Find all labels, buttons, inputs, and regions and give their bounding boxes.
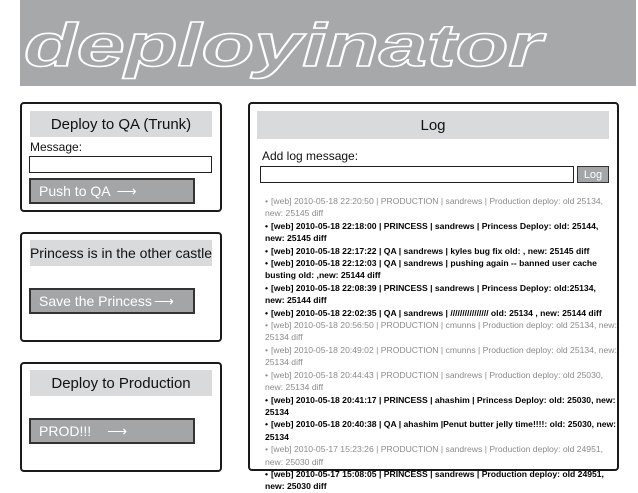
log-entry	[262, 307, 617, 319]
log-message-input[interactable]	[260, 166, 574, 183]
save-the-princess-button[interactable]	[29, 288, 195, 314]
log-submit-button[interactable]: Log	[577, 166, 609, 183]
bullet-icon: •	[265, 282, 269, 293]
bullet-icon: •	[265, 245, 269, 256]
add-log-label: Add log message:	[262, 149, 359, 163]
arrow-right-icon: ⟶	[116, 182, 137, 199]
log-entry-text: [web] 2010-05-18 20:40:38 | QA | ahashim |Penut butter jelly time!!!!: old: 25030, new: 25134	[265, 419, 617, 442]
bullet-icon: •	[265, 258, 269, 269]
bullet-icon: •	[265, 196, 269, 206]
arrow-right-icon: ⟶	[107, 422, 128, 439]
log-entry-text: [web] 2010-05-17 15:08:05 | PRINCESS | sandrews | Production deploy: old 24951, new: 25030 diff	[265, 468, 604, 492]
message-label: Message:	[30, 140, 83, 154]
log-entry	[262, 394, 617, 419]
log-entry	[262, 319, 617, 344]
log-entry	[262, 245, 617, 257]
bullet-icon: •	[265, 307, 269, 318]
bullet-icon: •	[265, 369, 269, 380]
save-the-princess-label: Save the Princess	[39, 293, 152, 309]
logo-text: deployinator	[24, 12, 548, 79]
prod-button[interactable]	[29, 418, 195, 444]
log-entries-list	[262, 195, 617, 493]
log-entry-text: [web] 2010-05-18 20:41:17 | PRINCESS | ahashim | Princess Deploy: old: 25030, new: 25134	[265, 394, 616, 417]
log-entry-text: [web] 2010-05-18 20:56:50 | PRODUCTION | cmunns | Production deploy: old 25134, new: 25134 diff	[265, 320, 617, 343]
log-entry-text: [web] 2010-05-17 15:23:26 | PRODUCTION | sandrews | Production deploy: old 24951, new: 25030 diff	[265, 444, 604, 467]
log-entry	[262, 443, 617, 468]
header-banner	[20, 0, 636, 86]
princess-panel-title: Princess is in the other castle	[30, 240, 212, 266]
arrow-right-icon: ⟶	[153, 292, 174, 309]
log-entry	[262, 220, 617, 245]
log-entry	[262, 418, 617, 443]
log-entry	[262, 468, 617, 493]
bullet-icon: •	[265, 220, 269, 231]
log-entry-text: [web] 2010-05-18 22:17:22 | QA | sandrews | kyles bug fix old: , new: 25145 diff	[271, 245, 590, 256]
push-to-qa-label: Push to QA	[39, 183, 111, 199]
log-entry	[262, 195, 617, 220]
log-entry	[262, 257, 617, 282]
bullet-icon: •	[265, 344, 269, 355]
deployinator-logo	[20, 0, 636, 86]
log-panel-title: Log	[257, 111, 609, 139]
bullet-icon: •	[265, 320, 269, 331]
prod-label: PROD!!!	[39, 423, 92, 439]
bullet-icon: •	[265, 444, 269, 455]
qa-panel-title: Deploy to QA (Trunk)	[30, 111, 212, 137]
log-entry	[262, 282, 617, 307]
log-entry	[262, 369, 617, 394]
log-entry-text: [web] 2010-05-18 22:20:50 | PRODUCTION | sandrews | Production deploy: old 25134, new: 25145 diff	[265, 196, 604, 219]
production-panel-title: Deploy to Production	[30, 370, 212, 396]
bullet-icon: •	[265, 419, 269, 430]
log-entry-text: [web] 2010-05-18 22:12:03 | QA | sandrews | pushing again -- banned user cache busting old: ,new: 25144 diff	[265, 258, 597, 281]
bullet-icon: •	[265, 468, 269, 479]
log-entry-text: [web] 2010-05-18 20:49:02 | PRODUCTION | cmunns | Production deploy: old 25134, new: 25134 diff	[265, 344, 617, 368]
log-entry	[262, 344, 617, 369]
log-entry-text: [web] 2010-05-18 22:02:35 | QA | sandrews | //////////////// old: 25134 , new: 25144 diff	[271, 307, 602, 318]
log-entry-text: [web] 2010-05-18 22:08:39 | PRINCESS | sandrews | Princess Deploy: old:25134, new: 25144 diff	[265, 282, 596, 306]
log-entry-text: [web] 2010-05-18 20:44:43 | PRODUCTION | sandrews | Production deploy: old 25030, new: 25134 diff	[265, 369, 604, 393]
log-entry-text: [web] 2010-05-18 22:18:00 | PRINCESS | sandrews | Princess Deploy: old: 25144, new: 25145 diff	[265, 220, 599, 244]
bullet-icon: •	[265, 394, 269, 405]
qa-message-input[interactable]	[29, 156, 212, 173]
push-to-qa-button[interactable]	[29, 178, 195, 204]
